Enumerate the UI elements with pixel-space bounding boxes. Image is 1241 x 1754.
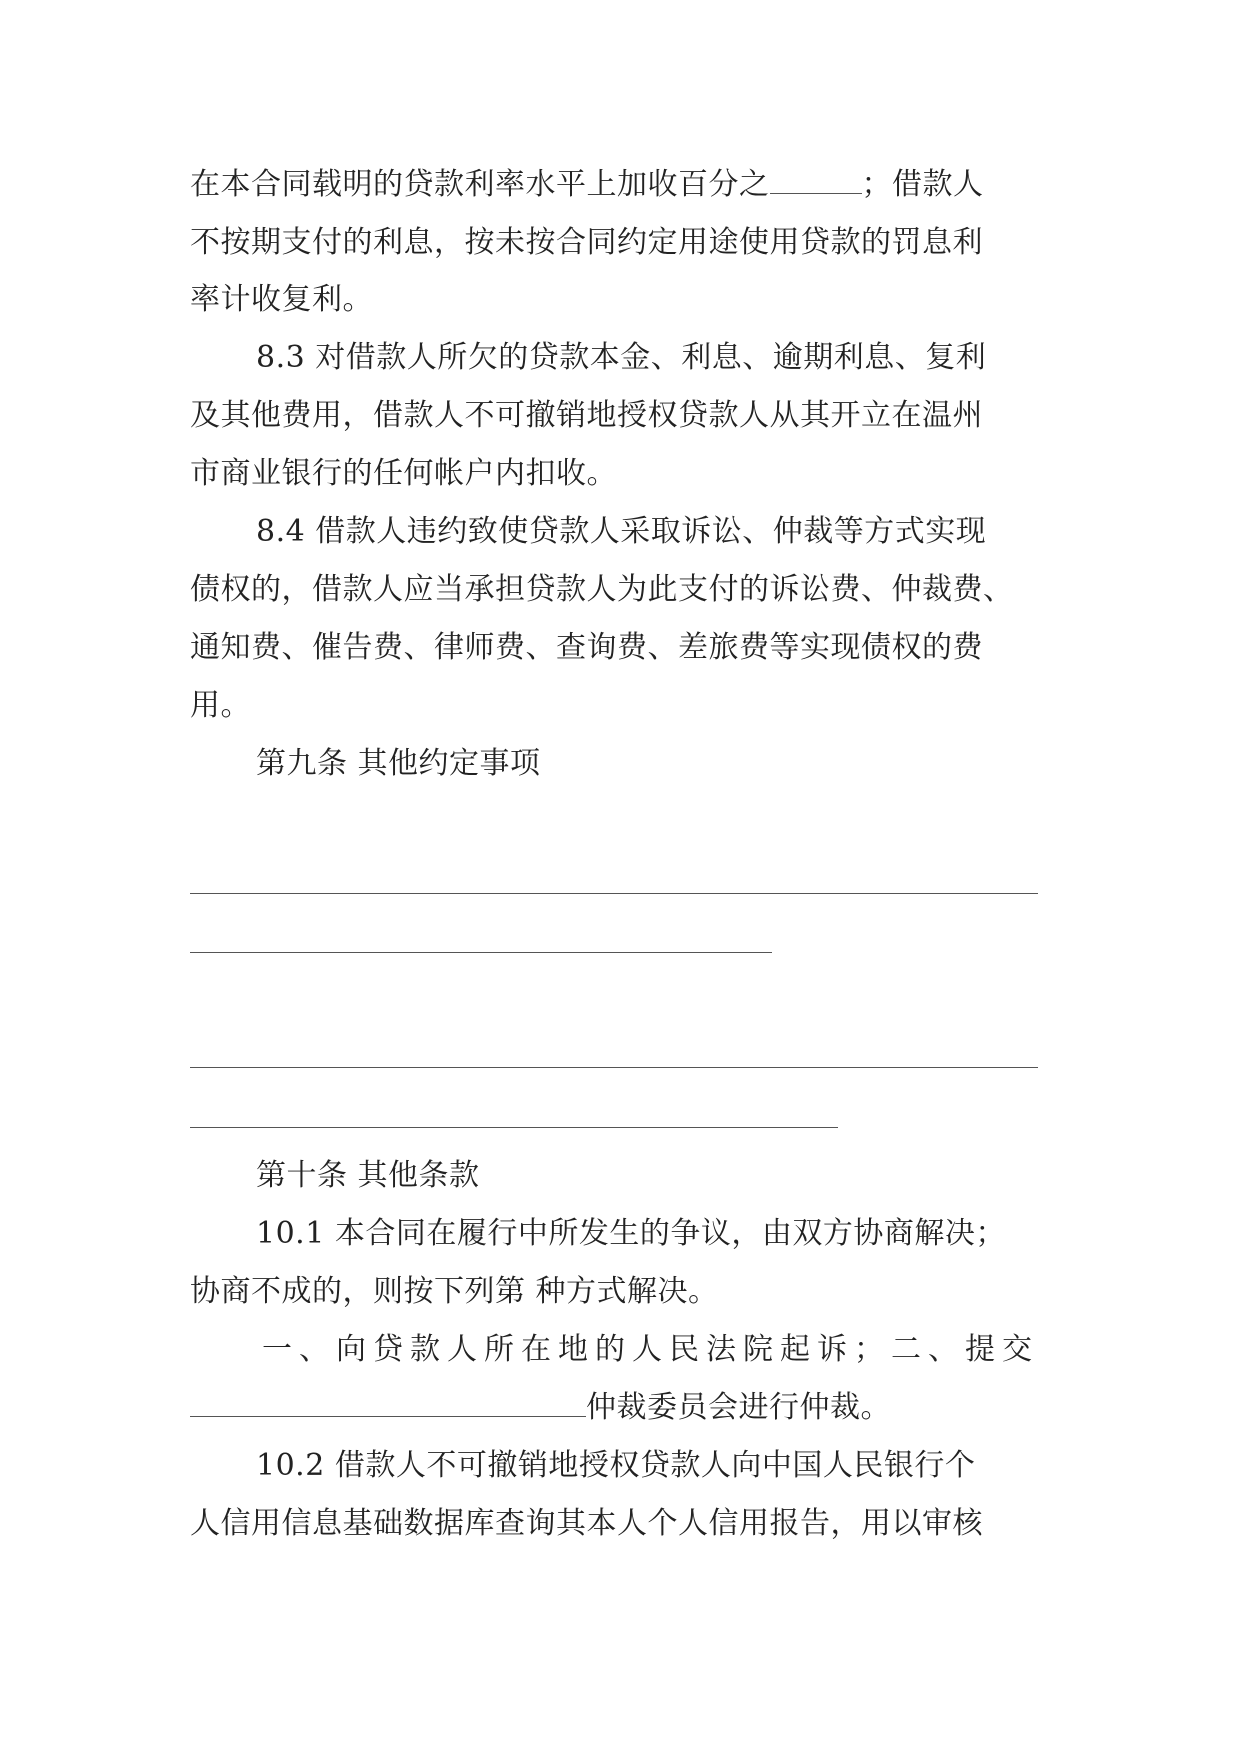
clause-8-3-line-1: 8.3 对借款人所欠的贷款本金、利息、逾期利息、复利 [256, 340, 987, 375]
percentage-blank [770, 167, 862, 194]
clause-8-4-line-1: 8.4 借款人违约致使贷款人采取诉讼、仲裁等方式实现 [256, 514, 987, 549]
clause-10-1-line-3: 一、向贷款人所在地的人民法院起诉；二、提交 [262, 1332, 1039, 1367]
article-9-heading: 第九条 其他约定事项 [256, 746, 541, 781]
clause-8-2-line-1-text-a: 在本合同载明的贷款利率水平上加收百分之 [190, 167, 770, 202]
clause-10-1-line-2: 协商不成的，则按下列第 种方式解决。 [190, 1274, 719, 1309]
article-9-blank-line-3 [190, 1067, 1038, 1068]
clause-10-1-line-1: 10.1 本合同在履行中所发生的争议，由双方协商解决； [256, 1216, 1006, 1251]
clause-8-3-line-2: 及其他费用，借款人不可撤销地授权贷款人从其开立在温州 [190, 398, 983, 433]
clause-8-4-line-2: 债权的，借款人应当承担贷款人为此支付的诉讼费、仲裁费、 [190, 572, 1014, 607]
clause-8-2-line-1 [190, 165, 984, 205]
article-10-heading: 第十条 其他条款 [256, 1158, 480, 1193]
clause-10-1-line-4-text: 仲裁委员会进行仲裁。 [586, 1390, 891, 1425]
clause-8-4-line-4: 用。 [190, 688, 251, 723]
article-9-blank-line-1 [190, 893, 1038, 894]
article-9-blank-line-2 [190, 952, 772, 953]
clause-8-2-line-3: 率计收复利。 [190, 282, 373, 317]
clause-10-2-line-1: 10.2 借款人不可撤销地授权贷款人向中国人民银行个 [256, 1448, 976, 1483]
clause-10-2-line-2: 人信用信息基础数据库查询其本人个人信用报告，用以审核 [190, 1506, 983, 1541]
article-9-blank-line-4 [190, 1127, 838, 1128]
arbitration-committee-blank [190, 1390, 586, 1417]
clause-8-3-line-3: 市商业银行的任何帐户内扣收。 [190, 456, 617, 491]
clause-8-4-line-3: 通知费、催告费、律师费、查询费、差旅费等实现债权的费 [190, 630, 983, 665]
clause-8-2-line-1-text-b: ；借款人 [861, 167, 984, 202]
clause-10-1-line-4 [190, 1388, 891, 1428]
clause-8-2-line-2: 不按期支付的利息，按未按合同约定用途使用贷款的罚息利 [190, 225, 983, 260]
